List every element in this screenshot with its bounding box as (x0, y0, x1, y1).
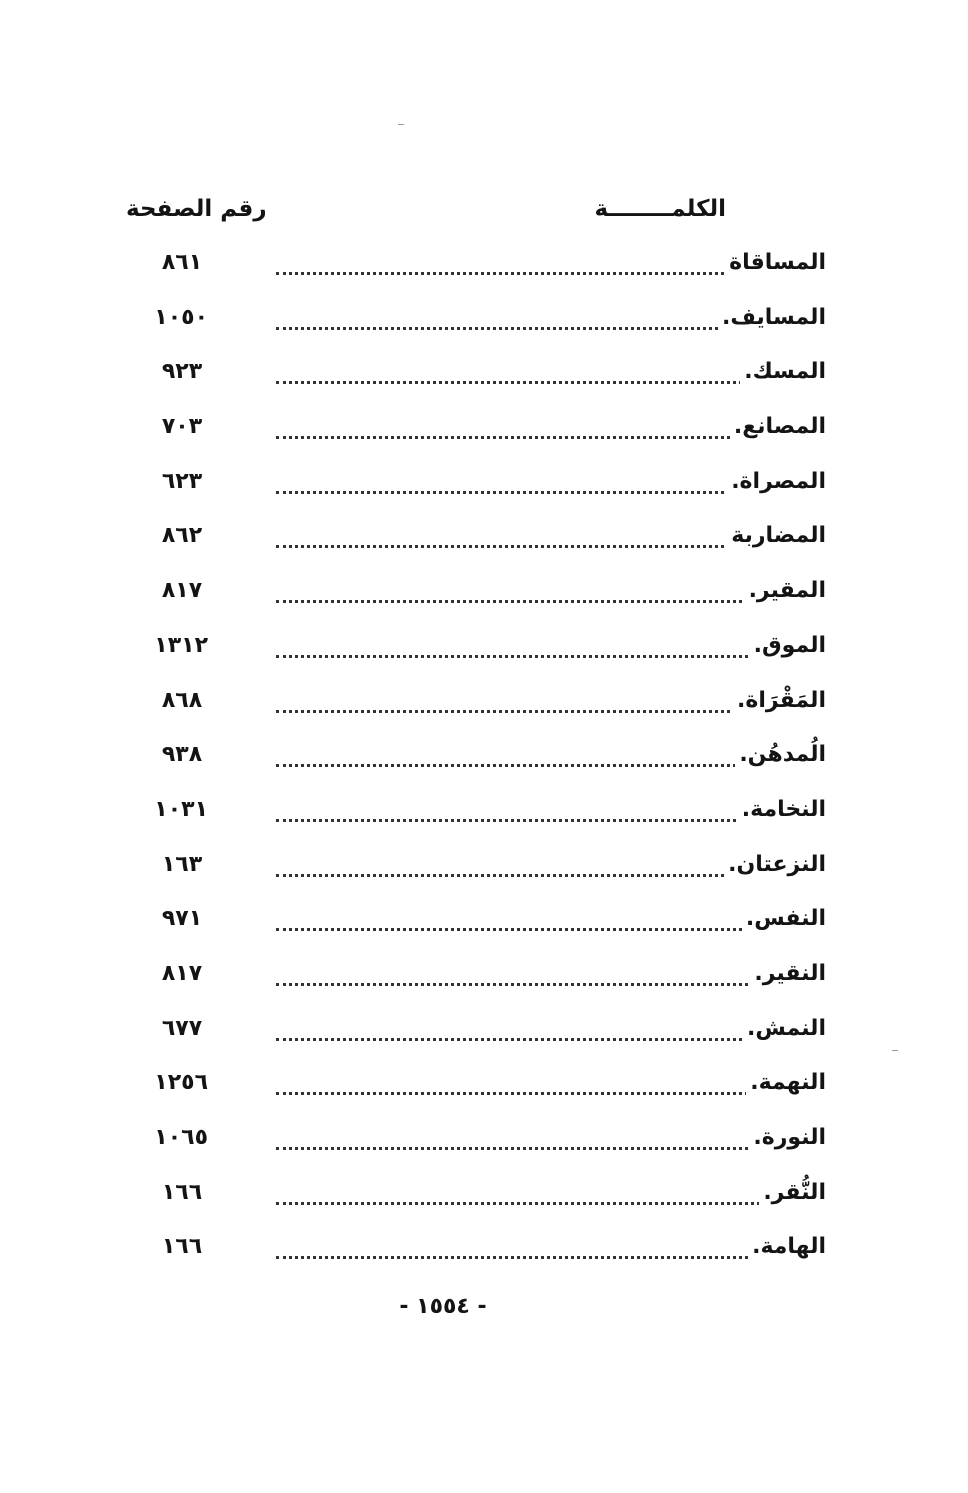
page-number-footer: - ١٥٥٤ - (399, 1294, 487, 1319)
entry-word: الُمدهُن. (735, 742, 826, 767)
entry-page-number: ٨٦٨ (161, 687, 203, 713)
index-entry (0, 678, 968, 733)
entry-word: المصراة. (727, 469, 826, 494)
leader-dots (276, 1092, 826, 1095)
entry-word: المصانع. (730, 414, 826, 439)
index-entry (0, 951, 968, 1006)
entry-page-number: ٧٠٣ (161, 414, 203, 440)
entry-page-number: ١٠٣١ (154, 796, 208, 822)
index-entry (0, 459, 968, 514)
entry-word: الهامة. (748, 1234, 826, 1259)
entry-page-number: ١٠٦٥ (154, 1125, 208, 1150)
entry-page-number: ٦٢٣ (161, 468, 203, 494)
entry-page-number: ٦٧٧ (161, 1015, 203, 1041)
entry-page-number: ٩٣٨ (161, 742, 203, 768)
entry-page-number: ١٦٦ (161, 1234, 203, 1260)
entry-word: النخامة. (738, 797, 826, 822)
entry-page-number: ١٠٥٠ (154, 304, 208, 330)
column-header-page-number: رقم الصفحة (126, 196, 267, 222)
index-entry (0, 896, 968, 951)
index-entry (0, 787, 968, 842)
leader-dots (276, 600, 826, 603)
entry-page-number: ١٢٥٦ (154, 1070, 208, 1096)
entry-page-number: ٨١٧ (161, 578, 203, 604)
entry-word: النفس. (742, 906, 826, 931)
entry-word: المقير. (745, 578, 826, 603)
leader-dots (276, 1256, 826, 1259)
entry-page-number: ١٦٦ (161, 1179, 203, 1205)
entry-page-number: ٩٧١ (161, 906, 203, 932)
index-entry (0, 842, 968, 897)
index-entry (0, 513, 968, 568)
index-entry (0, 623, 968, 678)
entry-word: المضاربة (727, 523, 826, 548)
leader-dots (276, 983, 826, 986)
index-entry (0, 240, 968, 295)
entry-page-number: ٩٢٣ (161, 359, 203, 385)
entry-word: النقير. (750, 961, 826, 986)
index-entry (0, 1006, 968, 1061)
index-entry (0, 295, 968, 350)
index-entry (0, 732, 968, 787)
entry-page-number: ٨١٧ (161, 960, 203, 986)
leader-dots (276, 655, 826, 658)
index-entries (0, 240, 968, 1279)
entry-word: النورة. (749, 1125, 826, 1150)
index-entry (0, 1224, 968, 1279)
entry-word: الموق. (750, 633, 826, 658)
index-entry (0, 568, 968, 623)
entry-page-number: ١٦٣ (161, 851, 203, 877)
entry-word: المساقاة (725, 250, 826, 275)
index-header (0, 196, 968, 232)
entry-word: المَقْرَاة. (733, 688, 826, 713)
entry-word: المسايف. (718, 305, 826, 330)
entry-word: النمش. (743, 1016, 826, 1041)
entry-page-number: ١٣١٢ (154, 632, 208, 658)
column-header-word: الكلمــــــــة (594, 196, 726, 222)
index-entry (0, 1060, 968, 1115)
leader-dots (276, 1202, 826, 1205)
entry-word: النهمة. (746, 1070, 826, 1095)
index-entry (0, 404, 968, 459)
entry-word: المسك. (740, 359, 826, 384)
scan-speck (398, 124, 404, 125)
index-entry (0, 1170, 968, 1225)
index-entry (0, 349, 968, 404)
leader-dots (276, 1147, 826, 1150)
index-entry (0, 1115, 968, 1170)
entry-page-number: ٨٦٢ (161, 523, 203, 549)
entry-word: النُّقر. (759, 1180, 826, 1205)
entry-page-number: ٨٦١ (161, 250, 203, 275)
entry-word: النزعتان. (724, 852, 826, 877)
